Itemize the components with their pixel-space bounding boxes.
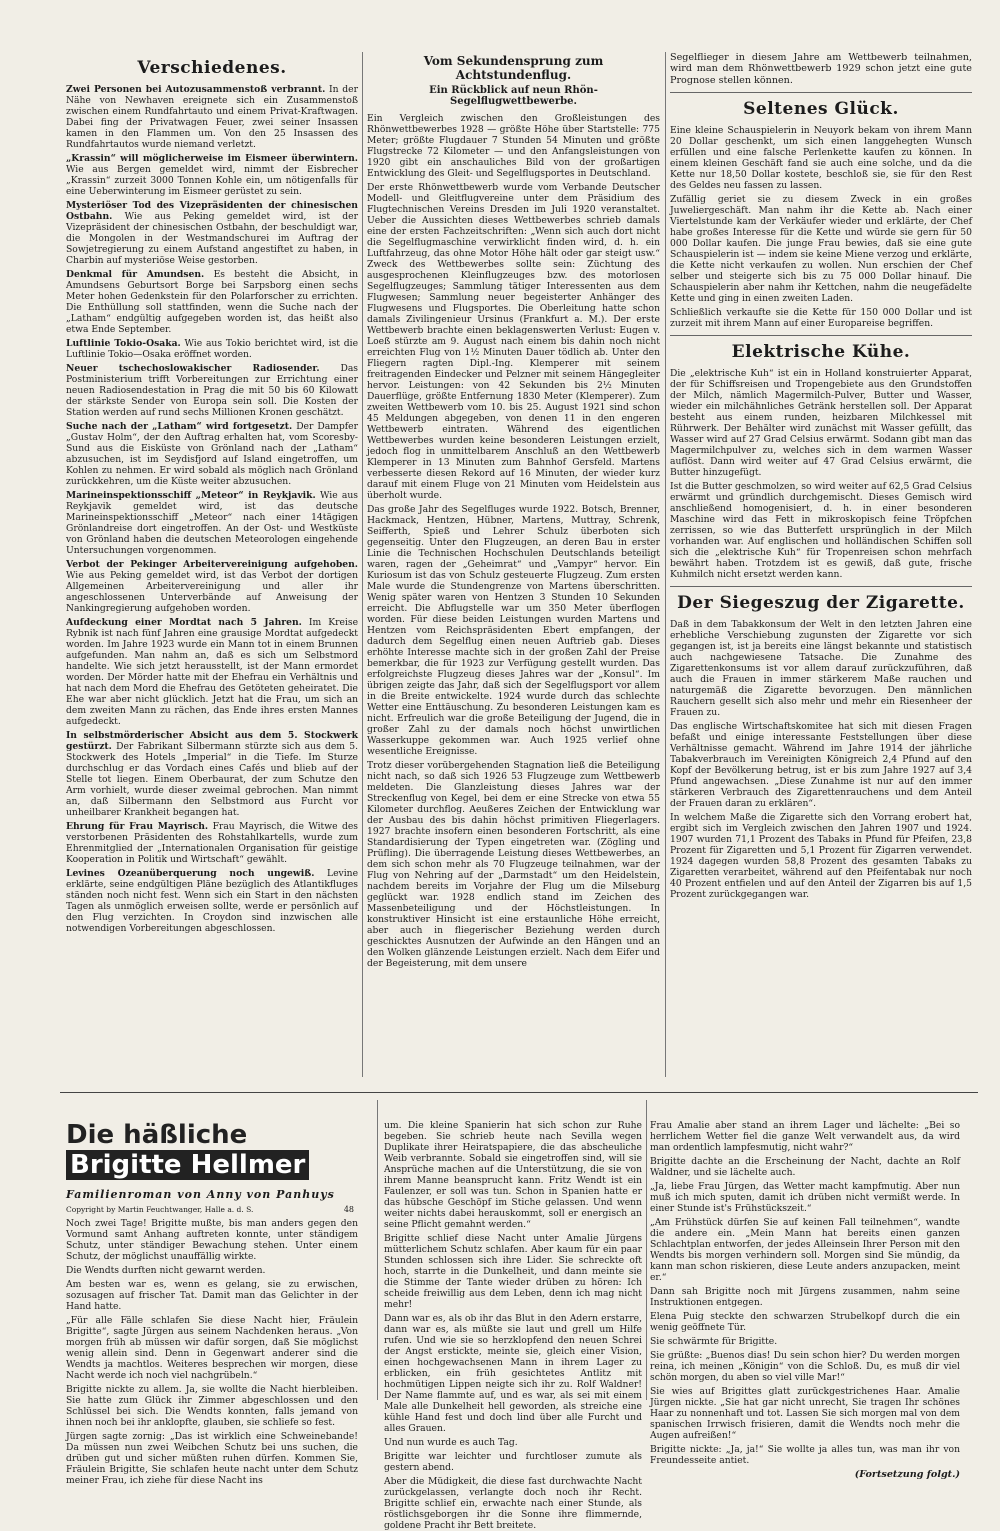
paragraph: Und nun wurde es auch Tag. <box>384 1437 518 1448</box>
news-item-headline: Marineinspektionsschiff „Meteor“ in Reykjavik. <box>66 490 316 501</box>
news-item-headline: Aufdeckung einer Mordtat nach 5 Jahren. <box>66 617 302 628</box>
serial-installment-number: 48 <box>343 1205 354 1214</box>
paragraph: Frau Amalie aber stand an ihrem Lager und lächelte: „Bei so herrlichem Wetter fiel die ganze Welt verwandelt aus, da wird man ordentlich lampfesmutig, nicht wahr?“ <box>650 1120 960 1153</box>
news-item-headline: Ehrung für Frau Mayrisch. <box>66 821 209 832</box>
news-item-headline: Levines Ozeanüberquerung noch ungewiß. <box>66 868 315 879</box>
article-subheadline-segelflug: Ein Rückblick auf neun Rhön-Segelflugwettbewerbe. <box>429 85 598 107</box>
article-body-segelflug <box>367 113 660 969</box>
news-item-headline: Verbot der Pekinger Arbeitervereinigung aufgehoben. <box>66 559 358 570</box>
news-item-headline: Mysteriöser Tod des Vizepräsidenten der chinesischen Ostbahn. <box>66 200 358 222</box>
news-item-text: Wie aus Bergen gemeldet wird, nimmt der Eisbrecher „Krassin“ zurzeit 3000 Tonnen Kohle ein, um nötigenfalls für eine Ueberwinterung im Eismeer gerüstet zu sein. <box>66 164 358 197</box>
paragraph: „Für alle Fälle schlafen Sie diese Nacht hier, Fräulein Brigitte“, sagte Jürgen aus seinem Nachdenken heraus. „Von morgen früh ab müssen wir dafür sorgen, daß Sie möglichst wenig allein sind. Denn in Gegenwart anderer sind die Wendts ja machtlos. Weiteres besprechen wir morgen, diese Nacht werde ich noch viel nachgrübeln.“ <box>66 1315 358 1381</box>
section-title-kuehe: Elektrische Kühe. <box>670 335 972 362</box>
news-item <box>66 821 358 865</box>
serial-separator-line <box>60 1092 978 1093</box>
news-item-text: Wie aus Tokio berichtet wird, ist die Luftlinie Tokio—Osaka eröffnet worden. <box>66 338 359 360</box>
paragraph: Die „elektrische Kuh“ ist ein in Holland konstruierter Apparat, der für Schiffsreisen und Tropengebiete aus den Grundstoffen der Milch, nämlich Magermilch-Pulver, Butter und Wasser, wieder ein milchähnliches Getränk herstellen soll. Der Apparat besteht aus einem runden, heizbaren Milchkessel mit Rührwerk. Der Behälter wird zunächst mit Wasser gefüllt, das Wasser wird auf 27 Grad Celsius erwärmt. Sodann gibt man das Magermilchpulver zu, welches sich in dem warmen Wasser auflöst. Dann wird weiter auf 47 Grad Celsius erwärmt, die Butter hinzugefügt. <box>670 368 972 479</box>
news-item-headline: Denkmal für Amundsen. <box>66 269 205 280</box>
news-item <box>66 490 358 556</box>
paragraph: Brigitte nickte zu allem. Ja, sie wollte die Nacht hierbleiben. Sie hatte zum Glück ihr Zimmer abgeschlossen und den Schlüssel bei sich. Die Wendts konnten, falls jemand von ihnen noch bei ihr anklopfte, glauben, sie schliefe so fest. <box>66 1384 358 1428</box>
news-item-headline: „Krassin“ will möglicherweise im Eismeer überwintern. <box>66 153 358 164</box>
news-item-text: Wie aus Reykjavik gemeldet wird, ist das deutsche Marineinspektionsschiff „Meteor“ nach einer 14tägigen Grönlandreise dort eingetroffen. An der Ost- und Westküste von Grönland haben die deutschen Meteorologen eingehende Untersuchungen vorgenommen. <box>66 490 358 556</box>
news-item-text: Wie aus Peking gemeldet wird, ist der Vizepräsident der chinesischen Ostbahn, der beschuldigt war, die Mongolen in der Westmandschurei im Auftrag der Sowjetregierung zu einem Aufstand angestiftet zu haben, in Charbin auf mysteriöse Weise gestorben. <box>66 211 358 266</box>
news-item <box>66 338 358 360</box>
paragraph: Jürgen sagte zornig: „Das ist wirklich eine Schweinebande! Da müssen nun zwei Weibchen Schutz bei uns suchen, die drüben gut und sicher müßten ruhen dürfen. Kommen Sie, Fräulein Brigitte, Sie schlafen heute nacht unter dem Schutz meiner Frau, ich ziehe für diese Nacht ins <box>66 1431 358 1486</box>
serial-continued-note: (Fortsetzung folgt.) <box>854 1469 960 1480</box>
news-item-text: Der Dampfer „Gustav Holm“, der den Auftrag erhalten hat, vom Scoresby-Sund aus die Eisküste von Grönland nach der „Latham“ abzusuchen, ist im Seydisfjord auf Island eingetroffen, um Kohlen zu nehmen. Er wird sobald als möglich nach Grönland zurückkehren, um die Küste weiter abzusuchen. <box>66 421 359 487</box>
paragraph: um. Die kleine Spanierin hat sich schon zur Ruhe begeben. Sie schrieb heute nach Sevilla wegen Duplikate ihrer Heiratspapiere, die das abscheuliche Weib verbrannte. Sobald sie eingetroffen sind, will sie Ansprüche machen auf die Unterstützung, die sie von ihrem Manne beansprucht kann. Fritz Wendt ist ein Faulenzer, er soll was tun. Schon in Spanien hatte er das hübsche Geschöpf im Stiche gelassen. Und wenn weiter nichts dabei herauskommt, soll er energisch an seine Pflicht gemahnt werden.“ <box>384 1120 642 1230</box>
column-right <box>670 52 972 1092</box>
paragraph: Schließlich verkaufte sie die Kette für 150 000 Dollar und ist zurzeit mit ihrem Mann auf einer Europareise begriffen. <box>670 307 972 330</box>
news-item-headline: Luftlinie Tokio-Osaka. <box>66 338 181 349</box>
news-item-text: Der Fabrikant Silbermann stürzte sich aus dem 5. Stockwerk des Hotels „Imperial“ in die Tiefe. Im Sturze durchschlug er das Vordach eines Cafés und blieb auf der Stelle tot liegen. Einem Oberbaurat, der zum Schutze den Arm vorhielt, wurde dieser zweimal gebrochen. Man nimmt an, daß Silbermann den Selbstmord aus Furcht vor unheilbarer Krankheit begangen hat. <box>66 741 358 818</box>
paragraph: Trotz dieser vorübergehenden Stagnation ließ die Beteiligung nicht nach, so daß sich 1926 53 Flugzeuge zum Wettbewerb meldeten. Die Glanzleistung dieses Jahres war der Streckenflug von Kegel, bei dem er eine Strecke von etwa 55 Kilometer durchflog. Aeußeres Zeichen der Entwicklung war der Ausbau des bis dahin höchst primitiven Fliegerlagers. 1927 brachte insofern einen besonderen Fortschritt, als eine Standardisierung der Typen eingetreten war. (Zögling und Prüfling). Die überragende Leistung dieses Wettbewerbes, an dem sich schon mehr als 70 Flugzeuge teilnahmen, war der Flug von Nehring auf der „Darmstadt“ um den Heidelstein, nachdem bereits im Vorjahre der Flug um die Milseburg geglückt war. 1928 endlich stand im Zeichen des Massenbeteiligung und der Höchstleistungen. In konstruktiver Hinsicht ist eine erstaunliche Höhe erreicht, aber auch in fliegerischer Beziehung werden durch geschicktes Ausnutzen der Aufwinde an den Hängen und an den Wolken glänzende Leistungen erzielt. Nach dem Eifer und der Begeisterung, mit dem unsere <box>367 760 660 969</box>
news-item <box>66 559 358 614</box>
section-title-verschiedenes: Verschiedenes. <box>137 58 287 78</box>
paragraph: „Ja, liebe Frau Jürgen, das Wetter macht kampfmutig. Aber nun muß ich mich sputen, damit ich drüben nicht vermißt werde. In einer Stunde ist's Frühstückszeit.“ <box>650 1181 960 1214</box>
serial-title-part2: Brigitte Hellmer <box>66 1150 309 1180</box>
column-segelflug <box>367 52 660 1077</box>
paragraph: Dann sah Brigitte noch mit Jürgens zusammen, nahm seine Instruktionen entgegen. <box>650 1286 960 1308</box>
news-item <box>66 617 358 727</box>
paragraph: Elena Puig steckte den schwarzen Strubelkopf durch die ein wenig geöffnete Tür. <box>650 1311 960 1333</box>
paragraph: Die Wendts durften nicht gewarnt werden. <box>66 1265 266 1276</box>
paragraph: Dann war es, als ob ihr das Blut in den Adern erstarre, dann war es, als müßte sie laut und grell um Hilfe rufen. Und wie sie so herzklopfend den neuen Schrei der Angst erstickte, meinte sie, gleich einer Vision, einen hochgewachsenen Mann in ihrem Lager zu erblicken, ein früh gesichtetes Antlitz mit hochmütigen Lippen neigte sich ihr zu. Rolf Waldner! Der Name flammte auf, und es war, als sei mit einem Male alle Dunkelheit hell geworden, als streiche eine kühle Hand fest und doch lind über alle Furcht und alles Grauen. <box>384 1313 642 1434</box>
column-divider <box>665 52 666 1077</box>
news-item <box>66 730 358 818</box>
serial-title-part1: Die häßliche <box>66 1120 248 1150</box>
serial-column-2 <box>384 1120 642 1531</box>
article-body-kuehe <box>670 368 972 580</box>
serial-text-b <box>384 1120 642 1531</box>
paragraph: Am besten war es, wenn es gelang, sie zu erwischen, sozusagen auf frischer Tat. Damit man das Gelichter in der Hand hatte. <box>66 1279 358 1312</box>
article-body-glueck <box>670 125 972 329</box>
news-item-headline: Suche nach der „Latham“ wird fortgesetzt. <box>66 421 293 432</box>
paragraph: Zufällig geriet sie zu diesem Zweck in ein großes Juweliergeschäft. Man nahm ihr die Kette ab. Nach einer Viertelstunde kam der Verkäufer wieder und erklärte, der Chef habe großes Interesse für die Kette und würde sie gern für 50 000 Dollar kaufen. Die junge Frau bewies, daß sie eine gute Schauspielerin ist — indem sie keine Miene verzog und erklärte, die Kette nicht verkaufen zu wollen. Nun erschien der Chef selber und steigerte sich bis zu 75 000 Dollar hinauf. Die Schauspielerin aber nahm ihr Kettchen, nahm die neugefädelte Kette und ging in einen zweiten Laden. <box>670 194 972 305</box>
column-divider <box>377 1100 378 1400</box>
paragraph: Ein Vergleich zwischen den Großleistungen des Rhönwettbewerbes 1928 — größte Höhe über Startstelle: 775 Meter; größte Flugdauer 7 Stunden 54 Minuten und größte Flugstrecke 72 Kilometer — und den Anfangsleistungen von 1920 gibt ein anschauliches Bild von der großartigen Entwicklung des Gleit- und Segelflugsportes in Deutschland. <box>367 113 660 179</box>
paragraph: Der erste Rhönwettbewerb wurde vom Verbande Deutscher Modell- und Gleitflugvereine unter dem Präsidium des Flugtechnischen Vereins Dresden im Juli 1920 veranstaltet. Ueber die Aussichten dieses Wettbewerbes schrieb damals eine der ersten Fachzeitschriften: „Wenn sich auch dort nicht die Segelflugmaschine verwirklicht finden wird, d. h. ein Luftfahrzeug, das ohne Motor Höhe hält oder gar steigt usw.“ Zweck des Wettbewerbes sollte sein: Züchtung des ausgesprochenen Kleinflugzeuges bzw. des motorlosen Segelflugzeuges; Sammlung tätiger Interessenten aus dem Flugwesen; Sammlung neuer begeisterter Anhänger des Flugwesens und Flugsportes. Die Oberleitung hatte schon damals Zivilingenieur Ursinus (Frankfurt a. M.). Der erste Wettbewerb brachte einen beklagenswerten Verlust: Eugen v. Loeß stürzte am 9. August nach einem bis dahin noch nicht erreichten Flug von 1½ Minuten Dauer tödlich ab. Unter den Fliegern ragten Dipl.-Ing. Klemperer mit seinem freitragenden Eindecker und Pelzner mit seinem Hängegleiter hervor. Leistungen: von 42 Sekunden bis 2½ Minuten Dauerflüge, größte Entfernung 1830 Meter (Klemperer). Zum zweiten Wettbewerb vom 10. bis 25. August 1921 sind schon 45 Meldungen abgegeben, von denen 11 in den engeren Wettbewerb eintraten. Während des eigentlichen Wettbewerbes wurden keine besonderen Leistungen erzielt, jedoch flog in unmittelbarem Anschluß an den Wettbewerb Klemperer in 13 Minuten zum Bahnhof Gersfeld. Martens verbesserte diesen Rekord auf 16 Minuten, der wieder kurz darauf mit einem Fluge von 21 Minuten vom Heidelstein aus überholt wurde. <box>367 182 660 501</box>
serial-column-1 <box>66 1120 358 1486</box>
news-item-text: Im Kreise Rybnik ist nach fünf Jahren eine grausige Mordtat aufgedeckt worden. Im Jahre 1923 wurde ein Mann tot in einem Brunnen aufgefunden. Man nahm an, daß es sich um Selbstmord handelte. Wie sich jetzt herausstellt, ist der Mann ermordet worden. Der Mörder hatte mit der Ehefrau ein Verhältnis und hat nach dem Mord die Ehefrau des Getöteten geheiratet. Die Ehe war aber nicht glücklich. Jetzt hat die Frau, um sich an dem zweiten Mann zu rächen, das Ende ihres ersten Mannes aufgedeckt. <box>66 617 359 727</box>
paragraph: Sie grüßte: „Buenos dias! Du sein schon hier? Du werden morgen reina, ich meinen „Königin“ von die Schloß. Du, es muß dir viel schön morgen, du aben so viel ville Mar!“ <box>650 1350 960 1383</box>
paragraph: In welchem Maße die Zigarette sich den Vorrang erobert hat, ergibt sich im Vergleich zwischen den Jahren 1907 und 1924. 1907 wurden 71,1 Prozent des Tabaks in Pfund für Pfeifen, 23,8 Prozent für Zigaretten und 5,1 Prozent für Zigarren verwendet. 1924 dagegen wurden 58,8 Prozent des gesamten Tabaks zu Zigaretten verarbeitet, während auf den Pfeifentabak nur noch 40 Prozent entfielen und auf den Anteil der Zigarren bis auf 1,5 Prozent zurückgegangen war. <box>670 812 972 901</box>
paragraph: Brigitte war leichter und furchtloser zumute als gestern abend. <box>384 1451 642 1473</box>
column-divider <box>646 1100 647 1400</box>
news-item <box>66 868 358 934</box>
paragraph: Das englische Wirtschaftskomitee hat sich mit diesen Fragen befaßt und einige interessante Feststellungen über diese Verhältnisse gemacht. Während im Jahre 1914 der jährliche Tabakverbrauch im Vereinigten Königreich 2,4 Pfund auf den Kopf der Bevölkerung betrug, ist er bis zum Jahre 1927 auf 3,4 Pfund angewachsen. „Diese Zunahme ist nur auf den immer stärkeren Verbrauch des Zigarettenrauchens und dem Anteil der Frauen daran zu erklären“. <box>670 721 972 810</box>
paragraph: Noch zwei Tage! Brigitte mußte, bis man anders gegen den Vormund samt Anhang auftreten konnte, unter ständigem Schutz, unter ständiger Bewachung stehen. Unter einem Schutz, der möglichst unauffällig wirkte. <box>66 1218 358 1262</box>
news-item-headline: Zwei Personen bei Autozusammenstoß verbrannt. <box>66 84 326 95</box>
segelflug-continuation: Segelflieger in diesem Jahre am Wettbewerb teilnahmen, wird man dem Rhönwettbewerb 1929 schon jetzt eine gute Prognose stellen können. <box>670 52 972 86</box>
paragraph: Eine kleine Schauspielerin in Neuyork bekam von ihrem Mann 20 Dollar geschenkt, um sich einen langgehegten Wunsch erfüllen und eine falsche Perlenkette kaufen zu können. In einem kleinen Geschäft fand sie auch eine solche, und da die Kette nur 18,50 Dollar kostete, beschloß sie, sie für den Rest des Geldes neu fassen zu lassen. <box>670 125 972 192</box>
news-item-headline: In selbstmörderischer Absicht aus dem 5. Stockwerk gestürzt. <box>66 730 358 752</box>
paragraph: Brigitte dachte an die Erscheinung der Nacht, dachte an Rolf Waldner, und sie lächelte auch. <box>650 1156 960 1178</box>
news-item-text: Frau Mayrisch, die Witwe des verstorbenen Präsidenten des Rohstahlkartells, wurde zum Ehrenmitglied der „Internationalen Organisation für geistige Kooperation in Politik und Wirtschaft“ gewählt. <box>66 821 358 865</box>
news-item-text: Levine erklärte, seine endgültigen Pläne bezüglich des Atlantikfluges ständen noch nicht fest. Wenn sich ein Start in den nächsten Tagen als unmöglich erweisen sollte, werde er persönlich auf den Flug verzichten. In Croydon sind inzwischen alle notwendigen Vorbereitungen abgeschlossen. <box>66 868 359 934</box>
paragraph: Ist die Butter geschmolzen, so wird weiter auf 62,5 Grad Celsius erwärmt und gründlich durchgemischt. Dieses Gemisch wird anschließend homogenisiert, d. h. in einer besonderen Maschine wird das Fett in mikroskopisch feine Tröpfchen zerrissen, so wie das Butterfett ursprünglich in der Milch vorhanden war. Auf englischen und holländischen Schiffen soll sich die „elektrische Kuh“ für Tropenreisen schon mehrfach bewährt haben. Trotzdem ist es gewiß, daß gute, frische Kuhmilch nicht ersetzt werden kann. <box>670 481 972 581</box>
news-item-text: Wie aus Peking gemeldet wird, ist das Verbot der dortigen Allgemeinen Arbeitervereinigung und aller ihr angeschlossenen Unterverbände auf Anweisung der Nankingregierung aufgehoben worden. <box>66 570 358 614</box>
news-item-text: Es besteht die Absicht, in Amundsens Geburtsort Borge bei Sarpsborg einen sechs Meter hohen Gedenkstein für den Polarforscher zu errichten. Die Enthüllung soll stattfinden, wenn die Suche nach der „Latham“ endgültig aufgegeben worden ist, das heißt also etwa Ende September. <box>66 269 358 335</box>
serial-column-3 <box>650 1120 960 1480</box>
section-title-glueck: Seltenes Glück. <box>670 92 972 119</box>
news-item <box>66 84 358 150</box>
news-item-text: In der Nähe von Newhaven ereignete sich ein Zusammenstoß zwischen einem Rundfahrtauto und einem Privat-Kraftwagen. Dabei fing der Privatwagen Feuer, zwei seiner Insassen kamen in den Flammen um. Von den 25 Insassen des Rundfahrtautos wurde niemand verletzt. <box>66 84 358 150</box>
section-title-zigarette: Der Siegeszug der Zigarette. <box>670 586 972 613</box>
paragraph: „Am Frühstück dürfen Sie auf keinen Fall teilnehmen“, wandte die andere ein. „Mein Mann hat bereits einen ganzen Schlachtplan entworfen, der jedes Alleinsein Ihrer Person mit den Wendts bis morgen verhindern soll. Morgen sind Sie mündig, da kann man schon riskieren, diese Leute anders anzupacken, meint er.“ <box>650 1217 960 1283</box>
column-verschiedenes <box>66 52 359 934</box>
news-item <box>66 200 358 266</box>
paragraph: Daß in dem Tabakkonsum der Welt in den letzten Jahren eine erhebliche Verschiebung zugunsten der Zigarette vor sich gegangen ist, ist ja bereits eine längst bekannte und statistisch auch nachgewiesene Tatsache. Die Zunahme des Zigarettenkonsums ist vor allem darauf zurückzuführen, daß auch die Frauen in immer stärkerem Maße rauchen und naturgemäß die Zigarette bevorzugen. Den männlichen Rauchern gesellt sich also mehr und mehr ein Riesenheer der Frauen zu. <box>670 619 972 719</box>
news-item-text: Das Postministerium trifft Vorbereitungen zur Errichtung einer neuen Radiosendestation in Prag die mit 50 bis 60 Kilowatt der stärkste Sender von Europa sein soll. Die Kosten der Station werden auf rund sechs Millionen Kronen geschätzt. <box>66 363 359 418</box>
serial-title <box>66 1120 358 1180</box>
paragraph: Sie wies auf Brigittes glatt zurückgestrichenes Haar. Amalie Jürgen nickte. „Sie hat gar nicht unrecht, Sie tragen Ihr schönes Haar zu nonnenhaft und tot. Lassen Sie sich morgen mal von dem spanischen Irrwisch frisieren, damit die Wendts noch mehr die Augen aufreißen!“ <box>650 1386 960 1441</box>
news-item <box>66 421 358 487</box>
paragraph: Aber die Müdigkeit, die diese fast durchwachte Nacht zurückgelassen, verlangte doch noch ihr Recht. Brigitte schlief ein, erwachte nach einer Stunde, als röstlichsgeborgen ihr die Sonne ihre flimmernde, goldene Pracht ihr Bett breitete. <box>384 1476 642 1531</box>
serial-text-a <box>66 1218 358 1486</box>
news-items-list <box>66 84 358 934</box>
paragraph: Brigitte schlief diese Nacht unter Amalie Jürgens mütterlichem Schutz schlafen. Aber kaum für ein paar Stunden schlossen sich ihre Lider. Sie schreckte oft hoch, starrte in die Dunkelheit, und dann meinte sie die Stimme der Tante wieder drüben zu hören: Ich scheide freiwillig aus dem Leben, denn ich mag nicht mehr! <box>384 1233 642 1310</box>
serial-subtitle: Familienroman von Anny von Panhuys <box>66 1188 335 1201</box>
news-item <box>66 153 358 197</box>
paragraph: Sie schwärmte für Brigitte. <box>650 1336 778 1347</box>
article-body-zigarette <box>670 619 972 900</box>
article-headline-segelflug: Vom Sekundensprung zum Achtstundenflug. <box>423 54 604 82</box>
serial-text-c <box>650 1120 960 1466</box>
paragraph: Das große Jahr des Segelfluges wurde 1922. Botsch, Brenner, Hackmack, Hentzen, Hübner, Martens, Muttray, Schrenk, Seifferth, Spieß und Lehrer Schulz überboten sich gegenseitig. Unter den Flugzeugen, an deren Bau in erster Linie die Technischen Hochschulen Deutschlands beteiligt waren, ragen der „Geheimrat“ und „Vampyr“ hervor. Ein Kuriosum ist das von Schulz gesteuerte Flugzeug. Zum ersten Male wurde die Stundengrenze von Martens überschritten. Wenig später waren von Hentzen 3 Stunden 10 Sekunden erreicht. Die Abflugstelle war um 350 Meter überflogen worden. Für diese beiden Leistungen wurden Martens und Hentzen vom Reichspräsidenten Ebert empfangen, der dadurch dem Segelflug einen neuen Auftrieb gab. Dieses erhöhte Interesse machte sich in der großen Zahl der Preise bemerkbar, die für 1923 zur Verfügung gestellt wurden. Das erfolgreichste Flugzeug dieses Jahres war der „Konsul“. Im übrigen zeigte das Jahr, daß sich der Segelflugsport vor allem in die Breite entwickelte. 1924 wurde durch das schlechte Wetter eine Enttäuschung. Zu besonderen Leistungen kam es nicht. Erfreulich war die große Beteiligung der Jugend, die in großer Zahl zu der damals noch höchst unwirtlichen Wasserkuppe gekommen war. Auch 1925 verlief ohne wesentliche Ereignisse. <box>367 504 660 757</box>
column-divider <box>362 52 363 1077</box>
news-item-headline: Neuer tschechoslowakischer Radiosender. <box>66 363 320 374</box>
news-item <box>66 363 358 418</box>
news-item <box>66 269 358 335</box>
serial-copyright: Copyright by Martin Feuchtwanger, Halle a. d. S. <box>66 1205 254 1214</box>
paragraph: Brigitte nickte: „Ja, ja!“ Sie wollte ja alles tun, was man ihr von Freundesseite antiet. <box>650 1444 960 1466</box>
serial-copyright-line <box>66 1205 358 1214</box>
